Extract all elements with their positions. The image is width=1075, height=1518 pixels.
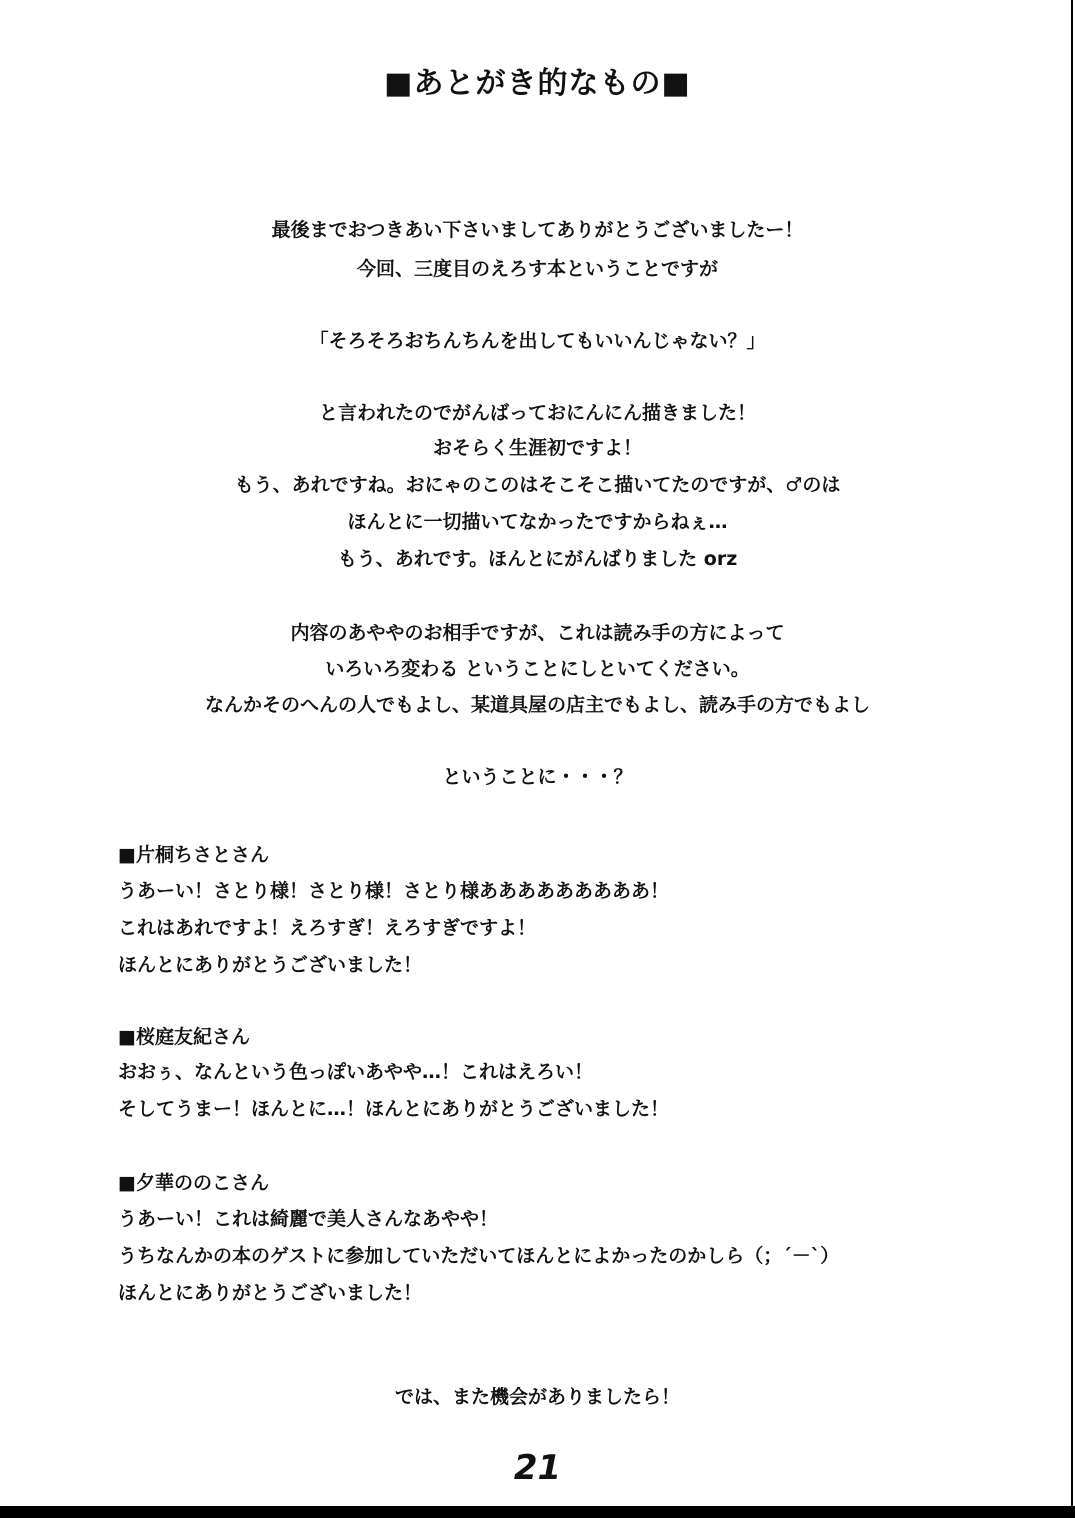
guest-line: うちなんかの本のゲストに参加していただいてほんとによかったのかしら（；´－`） bbox=[118, 1245, 840, 1267]
partner-line: いろいろ変わる ということにしといてください。 bbox=[325, 658, 750, 680]
intro-line: もう、あれです。ほんとにがんばりました orz bbox=[337, 548, 738, 570]
guest-line: うあーい！さとり様！さとり様！さとり様あああああああああ！ bbox=[118, 880, 670, 902]
guest-line: これはあれですよ！えろすぎ！えろすぎですよ！ bbox=[118, 917, 537, 939]
intro-line: ほんとに一切描いてなかったですからねぇ… bbox=[347, 511, 728, 533]
guest-line: ほんとにありがとうございました！ bbox=[118, 1282, 423, 1304]
page-number: 21 bbox=[513, 1448, 562, 1488]
guest-heading: ■桜庭友紀さん bbox=[118, 1026, 250, 1048]
quote-line: 「そろそろおちんちんを出してもいいんじゃない？」 bbox=[309, 330, 766, 352]
guest-line: そしてうまー！ほんとに…！ほんとにありがとうございました！ bbox=[118, 1098, 670, 1120]
intro-line: と言われたのでがんばっておにんにん描きました！ bbox=[318, 402, 756, 424]
guest-heading: ■夕華ののこさん bbox=[118, 1172, 269, 1194]
intro-line: 今回、三度目のえろす本ということですが bbox=[356, 258, 718, 280]
guest-line: ほんとにありがとうございました！ bbox=[118, 954, 423, 976]
intro-line: もう、あれですね。おにゃのこのはそこそこ描いてたのですが、♂のは bbox=[234, 474, 841, 496]
intro-line: 最後までおつきあい下さいましてありがとうございましたー！ bbox=[271, 219, 804, 241]
guest-line: おおぅ、なんという色っぽいあやや…！これはえろい！ bbox=[118, 1061, 594, 1083]
partner-line: なんかそのへんの人でもよし、某道具屋の店主でもよし、読み手の方でもよし bbox=[204, 694, 870, 716]
page-title: ■あとがき的なもの■ bbox=[384, 66, 691, 101]
partner-line: 内容のあややのお相手ですが、これは読み手の方によって bbox=[290, 622, 785, 644]
scan-bottom-bar bbox=[0, 1506, 1075, 1518]
partner-line: ということに・・・？ bbox=[442, 766, 633, 788]
guest-heading: ■片桐ちさとさん bbox=[118, 844, 269, 866]
scan-edge bbox=[1071, 0, 1073, 1506]
guest-line: うあーい！これは綺麗で美人さんなあやや！ bbox=[118, 1208, 499, 1230]
intro-line: おそらく生涯初ですよ！ bbox=[432, 437, 642, 459]
closing-line: では、また機会がありましたら！ bbox=[394, 1386, 680, 1408]
